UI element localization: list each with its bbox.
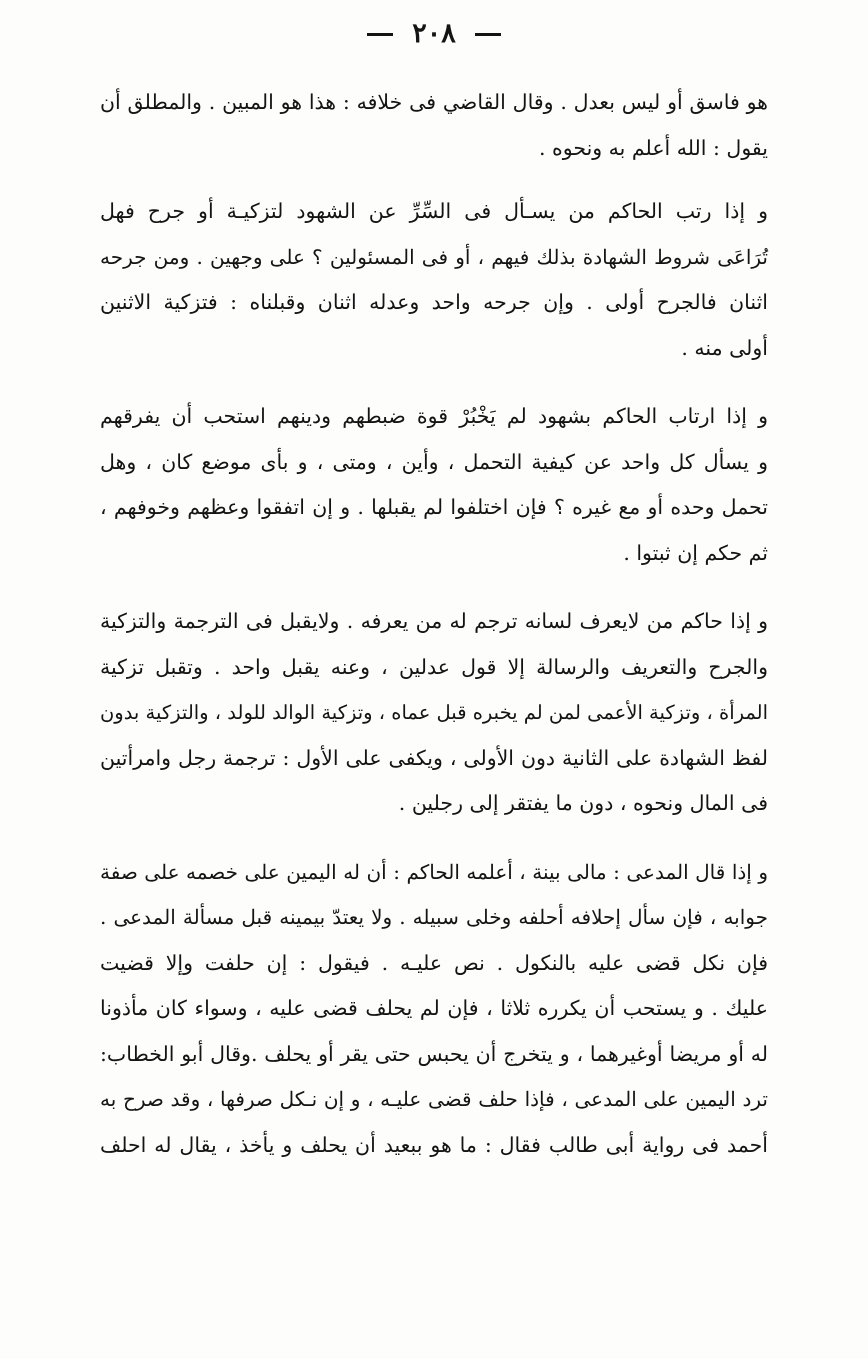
paragraph-5	[100, 850, 768, 1169]
text-line: أولى منه .	[681, 335, 768, 360]
text-line: اثنان فالجرح أولى . وإن جرحه واحد وعدله اثنان وقبلناه : فتزكية الاثنين	[100, 290, 768, 314]
text-line: و إذا قال المدعى : مالى بينة ، أعلمه الحاكم : أن له اليمين على خصمه على صفة	[100, 859, 768, 884]
text-line: تُرَاعَى شروط الشهادة بذلك فيهم ، أو فى المسئولين ؟ على وجهين . ومن جرحه	[100, 244, 768, 269]
text-line: عليك . و يستحب أن يكرره ثلاثا ، فإن لم يحلف قضى عليه ، وسواء كان مأذونا	[100, 996, 768, 1020]
header-dash-left	[367, 33, 393, 36]
page-header	[0, 18, 868, 50]
text-line: تحمل وحده أو مع غيره ؟ فإن اختلفوا لم يقبلها . و إن اتفقوا وعظهم وخوفهم ،	[100, 495, 768, 519]
text-line: ترد اليمين على المدعى ، فإذا حلف قضى عليـه ، و إن نـكل صرفها ، وقد صرح به	[100, 1087, 768, 1111]
text-line: هو فاسق أو ليس بعدل . وقال القاضي فى خلافه : هذا هو المبين . والمطلق أن	[100, 90, 768, 114]
paragraph-1	[100, 80, 768, 171]
page-number: ٢٠٨	[412, 18, 456, 49]
text-line: له أو مريضا أوغيرهما ، و يتخرج أن يحبس حتى يقر أو يحلف .وقال أبو الخطاب:	[100, 1041, 768, 1066]
text-line: المرأة ، وتزكية الأعمى لمن لم يخبره قبل عماه ، وتزكية الوالد للولد ، والتزكية بدون	[99, 701, 768, 724]
paragraph-3	[100, 394, 768, 576]
text-line: جوابه ، فإن سأل إحلافه أحلفه وخلى سبيله . ولا يعتدّ بيمينه قبل مسألة المدعى .	[100, 905, 768, 929]
text-line: فى المال ونحوه ، دون ما يفتقر إلى رجلين .	[398, 791, 768, 815]
text-line: و إذا رتب الحاكم من يسـأل فى السِّرِّ عن الشهود لتزكيـة أو جرح فهل	[100, 199, 768, 223]
paragraph-4	[100, 599, 768, 827]
text-line: أحمد فى رواية أبى طالب فقال : ما هو ببعيد أن يحلف و يأخذ ، يقال له احلف	[100, 1132, 768, 1157]
text-line: فإن نكل قضى عليه بالنكول . نص عليـه . فيقول : إن حلفت وإلا قضيت	[100, 950, 768, 975]
body-text	[100, 80, 768, 1191]
text-line: و إذا حاكم من لايعرف لسانه ترجم له من يعرفه . ولايقبل فى الترجمة والتزكية	[100, 609, 768, 633]
text-line: ثم حكم إن ثبتوا .	[623, 540, 768, 565]
text-line: و إذا ارتاب الحاكم بشهود لم يَخْبُرْ قوة ضبطهم ودينهم استحب أن يفرقهم	[100, 404, 768, 428]
text-line: والجرح والتعريف والرسالة إلا قول عدلين ، وعنه يقبل واحد . وتقبل تزكية	[100, 654, 768, 679]
header-dash-right	[475, 33, 501, 36]
text-line: يقول : الله أعلم به ونحوه .	[538, 135, 768, 160]
text-line: لفظ الشهادة على الثانية دون الأولى ، ويكفى على الأول : ترجمة رجل وامرأتين	[100, 745, 768, 770]
text-line: و يسأل كل واحد عن كيفية التحمل ، وأين ، ومتى ، و بأى موضع كان ، وهل	[100, 449, 768, 474]
paragraph-2	[100, 189, 768, 371]
